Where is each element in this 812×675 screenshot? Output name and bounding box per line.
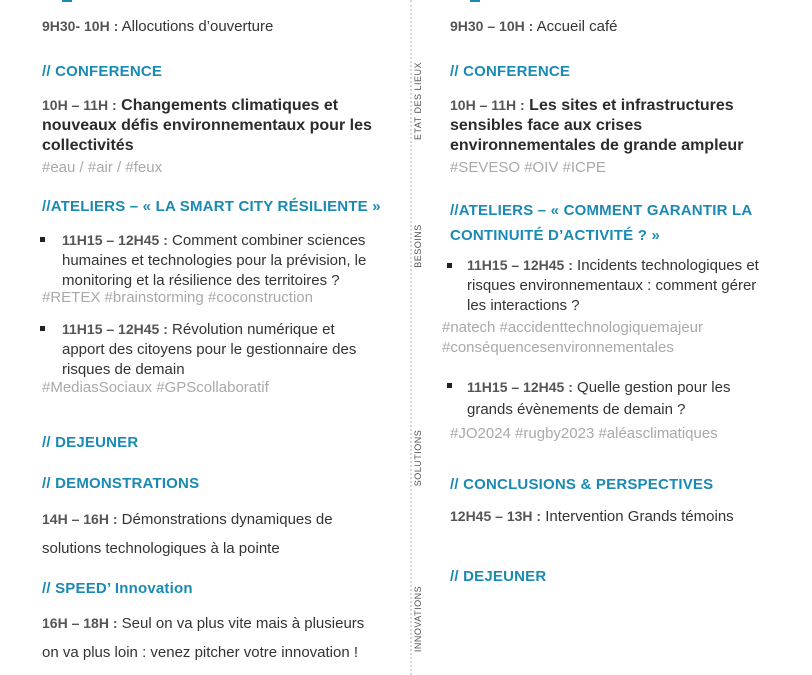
right-dejeuner-heading: // DEJEUNER: [450, 568, 547, 585]
right-conference-time: 10H – 11H :: [450, 97, 525, 113]
right-session-welcome: [450, 16, 618, 37]
left-speed-innovation-heading: // SPEED’ Innovation: [42, 580, 193, 597]
left-atelier1-line1: Comment combiner sciences: [172, 232, 366, 249]
right-ateliers-heading: [450, 198, 752, 248]
accent-tick-right: [470, 0, 480, 2]
left-speed-innovation-time: 16H – 18H :: [42, 615, 118, 631]
left-demonstrations-heading: // DEMONSTRATIONS: [42, 475, 200, 492]
left-speed-innovation-block: [42, 609, 407, 667]
left-dejeuner-heading: // DEJEUNER: [42, 434, 139, 451]
left-conference-title-line2: nouveaux défis environnementaux pour les: [42, 117, 372, 134]
right-atelier1-tags-line2: #conséquencesenvironnementales: [442, 339, 674, 356]
left-atelier2-bullet: [40, 326, 45, 331]
left-atelier2-time: 11H15 – 12H45 :: [62, 321, 168, 337]
accent-tick-left: [62, 0, 72, 2]
right-ateliers-heading-line1: //ATELIERS – « COMMENT GARANTIR LA: [450, 202, 753, 219]
left-conference-time: 10H – 11H :: [42, 97, 117, 113]
right-atelier2-time: 11H15 – 12H45 :: [467, 379, 573, 395]
left-speed-innovation-line2: on va plus loin : venez pitcher votre innovation !: [42, 644, 359, 661]
left-atelier2-line3: risques de demain: [62, 361, 185, 378]
left-atelier1-line2: humaines et technologies pour la prévision, le: [62, 252, 367, 269]
divider-label-etat-des-lieux: ETAT DES LIEUX: [413, 56, 423, 146]
left-opening-text: Allocutions d’ouverture: [121, 18, 274, 35]
right-welcome-time: 9H30 – 10H :: [450, 18, 534, 34]
left-opening-time: 9H30- 10H :: [42, 18, 119, 34]
left-atelier2-line2: apport des citoyens pour le gestionnaire des: [62, 341, 357, 358]
left-conference-block: [42, 95, 402, 178]
left-demonstrations-block: [42, 505, 402, 563]
right-ateliers-heading-line2: CONTINUITÉ D’ACTIVITÉ ? »: [450, 227, 661, 244]
right-conclusions-heading: // CONCLUSIONS & PERSPECTIVES: [450, 476, 714, 493]
left-ateliers-heading: //ATELIERS – « LA SMART CITY RÉSILIENTE »: [42, 198, 381, 215]
right-atelier2: [467, 376, 807, 421]
left-conference-title-line1: Changements climatiques et: [121, 97, 339, 114]
right-conclusions-block: [450, 506, 734, 527]
right-conference-block: [450, 95, 800, 178]
divider-label-besoins: BESOINS: [413, 224, 423, 268]
right-conclusions-time: 12H45 – 13H :: [450, 508, 542, 524]
left-conference-heading: // CONFERENCE: [42, 63, 163, 80]
left-atelier2: [62, 319, 407, 380]
left-atelier1: [62, 230, 407, 291]
left-speed-innovation-line1: Seul on va plus vite mais à plusieurs: [121, 615, 365, 632]
right-conference-heading: // CONFERENCE: [450, 63, 571, 80]
left-atelier1-line3: monitoring et la résilience des territoires ?: [62, 272, 340, 289]
right-atelier1-bullet: [447, 263, 452, 268]
left-demonstrations-line1: Démonstrations dynamiques de: [121, 511, 333, 528]
right-atelier2-line1: Quelle gestion pour les: [577, 379, 731, 396]
left-conference-title-line3: collectivités: [42, 137, 134, 154]
left-demonstrations-line2: solutions technologiques à la pointe: [42, 540, 280, 557]
left-atelier1-tags: #RETEX #brainstorming #coconstruction: [42, 289, 313, 306]
divider-label-solutions: SOLUTIONS: [413, 429, 423, 487]
left-atelier1-bullet: [40, 237, 45, 242]
left-conference-tags: #eau / #air / #feux: [42, 159, 163, 176]
right-conference-title-line2: sensibles face aux crises: [450, 117, 643, 134]
left-session-opening: [42, 16, 273, 37]
right-atelier2-tags: #JO2024 #rugby2023 #aléasclimatiques: [450, 425, 718, 442]
right-atelier2-bullet: [447, 383, 452, 388]
right-atelier1-line3: les interactions ?: [467, 297, 580, 314]
right-atelier1: [467, 255, 807, 316]
divider-label-innovations: INNOVATIONS: [413, 585, 423, 653]
column-divider: [410, 0, 412, 675]
right-atelier1-time: 11H15 – 12H45 :: [467, 257, 573, 273]
right-conference-title-line3: environnementales de grande ampleur: [450, 137, 744, 154]
right-welcome-text: Accueil café: [536, 18, 618, 35]
right-atelier2-line2: grands évènements de demain ?: [467, 401, 686, 418]
left-atelier2-tags: #MediasSociaux #GPScollaboratif: [42, 379, 269, 396]
right-conference-tags: #SEVESO #OIV #ICPE: [450, 159, 606, 176]
right-conclusions-text: Intervention Grands témoins: [545, 508, 734, 525]
left-demonstrations-time: 14H – 16H :: [42, 511, 118, 527]
right-atelier1-line2: risques environnementaux : comment gérer: [467, 277, 757, 294]
right-atelier1-line1: Incidents technologiques et: [577, 257, 759, 274]
right-atelier1-tags: [442, 318, 703, 358]
left-atelier1-time: 11H15 – 12H45 :: [62, 232, 168, 248]
right-conference-title-line1: Les sites et infrastructures: [529, 97, 734, 114]
right-atelier1-tags-line1: #natech #accidenttechnologiquemajeur: [442, 319, 704, 336]
left-atelier2-line1: Révolution numérique et: [172, 321, 335, 338]
